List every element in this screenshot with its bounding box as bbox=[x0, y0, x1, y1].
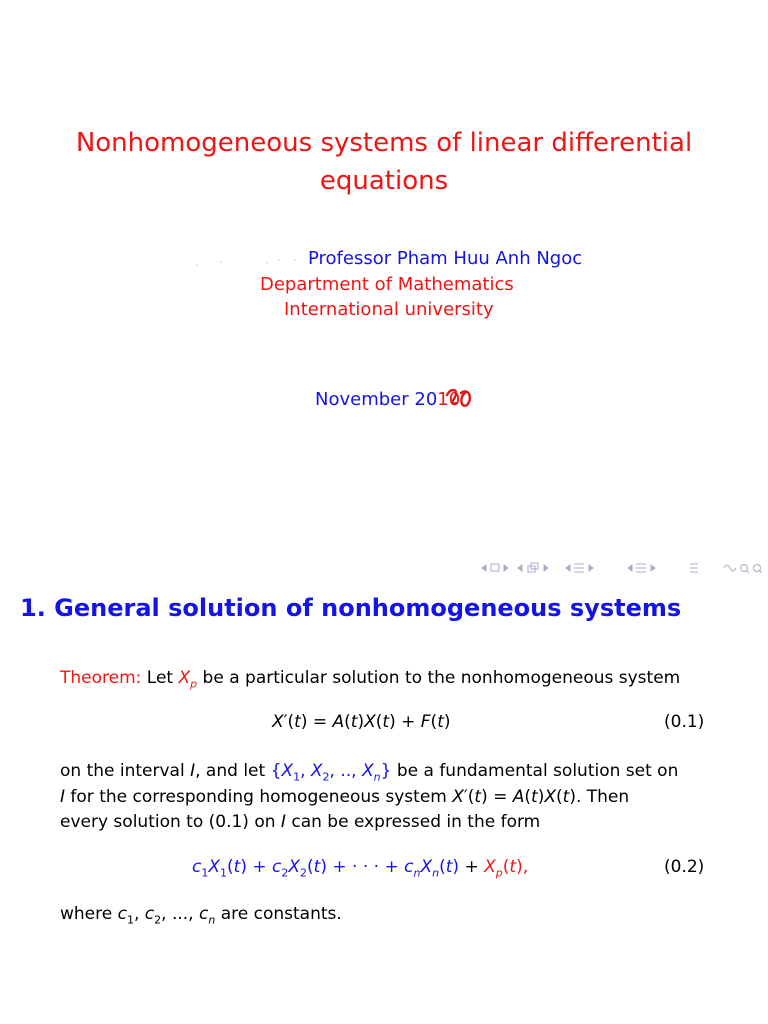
faint-marks-decoration bbox=[195, 254, 305, 268]
particular-solution-symbol: $X_p$ bbox=[178, 668, 198, 691]
last-line-text-1: where bbox=[60, 904, 113, 924]
nav-frame-prev-icon bbox=[482, 565, 486, 571]
theorem-label: Theorem: bbox=[60, 668, 142, 688]
slide-title bbox=[0, 124, 768, 200]
paragraph-line-3: I for the corresponding homogeneous system X′(t) = A(t)X(t). Then bbox=[60, 787, 630, 807]
title-line-1: Nonhomogeneous systems of linear differential bbox=[75, 128, 693, 158]
section-title: 1. General solution of nonhomogeneous systems bbox=[20, 594, 682, 622]
theorem-text-before: Let bbox=[146, 668, 174, 688]
university-name: International university bbox=[284, 299, 494, 320]
paragraph-line-4: every solution to (0.1) on I can be expressed in the form bbox=[60, 812, 541, 832]
equation-0-1: X′(t) = A(t)X(t) + F(t) bbox=[272, 712, 451, 732]
theorem-line-1 bbox=[60, 665, 680, 697]
nav-frame-next-icon bbox=[504, 565, 508, 571]
line3-text-1: for the corresponding homogeneous system bbox=[70, 787, 447, 807]
last-line-text-2: are constants. bbox=[220, 904, 342, 924]
department-name: Department of Mathematics bbox=[260, 274, 514, 295]
paragraph-last-line bbox=[60, 901, 342, 933]
equation-number-0-1: (0.1) bbox=[664, 712, 705, 732]
line3-text-2: . Then bbox=[575, 787, 630, 807]
equation-0-2: $c_1X_1(t) + c_2X_2(t)$ + · · · + $c_nX_n(t) + X_p(t)$, bbox=[192, 857, 529, 880]
line4-text-2: can be expressed in the form bbox=[291, 812, 541, 832]
beamer-navigation-bar bbox=[478, 560, 764, 576]
nav-section-prev-icon bbox=[566, 565, 570, 571]
presentation-date bbox=[315, 389, 460, 410]
title-line-2: equations bbox=[319, 166, 449, 196]
line4-text-1: every solution to (0.1) on bbox=[60, 812, 276, 832]
theorem-text-after: be a particular solution to the nonhomogeneous system bbox=[202, 668, 681, 688]
homogeneous-system-formula: X′(t) = A(t)X(t) bbox=[452, 787, 576, 807]
nav-frame-icon bbox=[491, 564, 499, 571]
nav-subsection-next-icon bbox=[544, 565, 548, 571]
line2-text-3: be a fundamental solution set on bbox=[396, 761, 679, 781]
author-name: Professor Pham Huu Anh Ngoc bbox=[308, 248, 583, 269]
constants-list: $c_1$, $c_2$, ..., $c_n$ bbox=[117, 904, 216, 927]
equation-number-0-2: (0.2) bbox=[664, 857, 705, 877]
date-year-handwritten bbox=[437, 389, 460, 410]
paragraph-line-2: on the interval I, and let {$X_1$, $X_2$, .., $X_n$} be a fundamental solution set on bbox=[60, 761, 679, 784]
handwritten-correction-mark bbox=[445, 385, 477, 411]
nav-section-next-icon bbox=[589, 565, 593, 571]
nav-search-icon bbox=[724, 565, 736, 571]
date-suffix: 10 bbox=[437, 389, 461, 410]
line2-text-2: , and let bbox=[195, 761, 266, 781]
nav-subsection-prev-icon bbox=[518, 565, 522, 571]
fundamental-set-symbol: {$X_1$, $X_2$, .., $X_n$} bbox=[270, 761, 392, 784]
date-prefix: November 20 bbox=[315, 389, 438, 410]
line2-text-1: on the interval bbox=[60, 761, 185, 781]
